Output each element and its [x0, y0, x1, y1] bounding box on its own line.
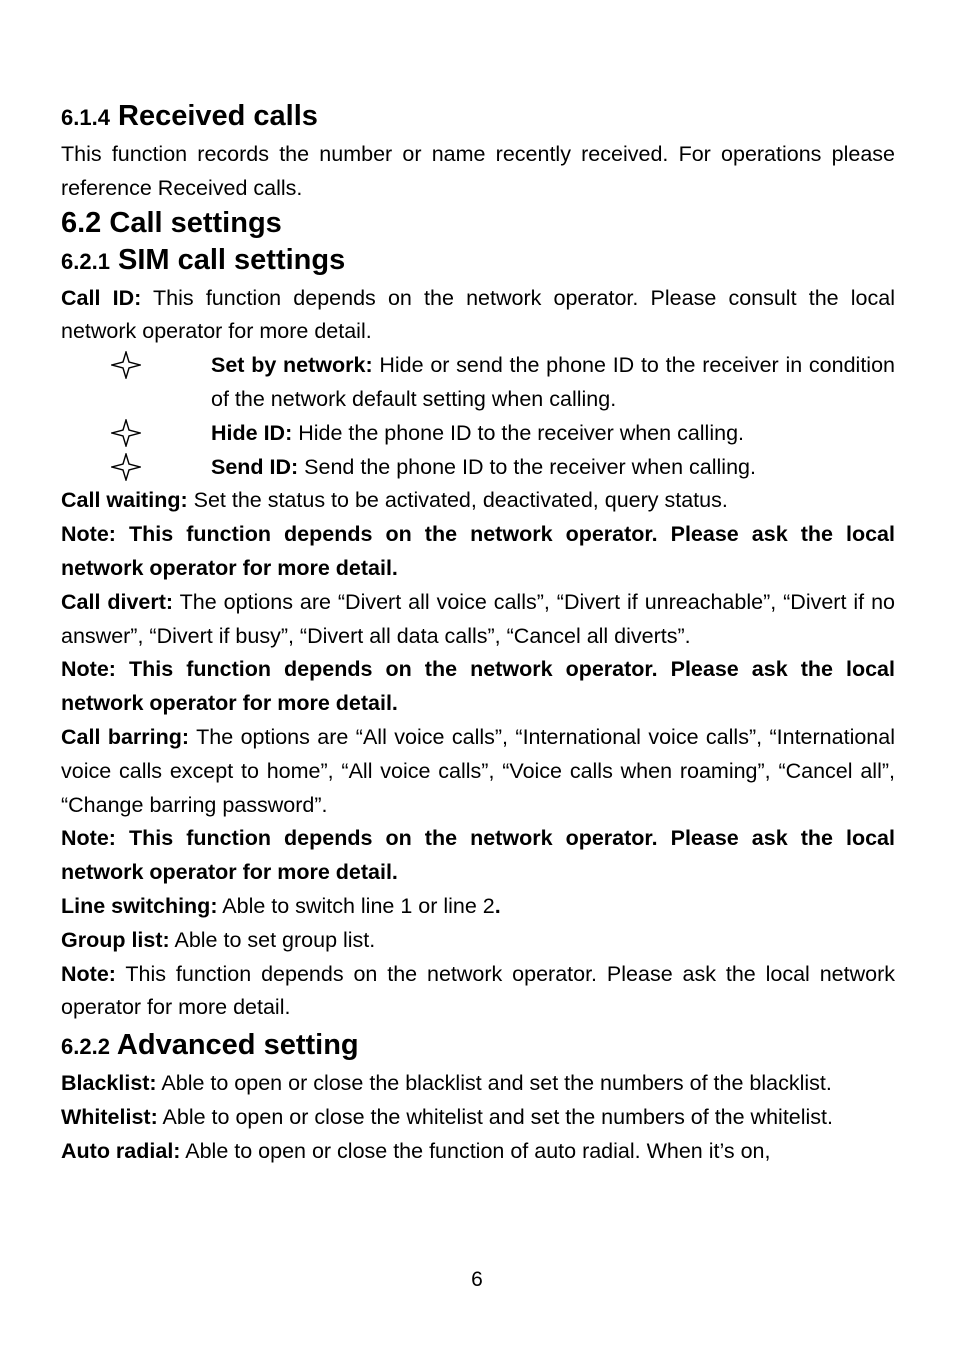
- line-switching-paragraph: [61, 890, 895, 924]
- call-waiting-label: Call waiting:: [61, 488, 188, 513]
- section-number: 6.2.1: [61, 248, 110, 274]
- call-id-label: Call ID:: [61, 285, 142, 310]
- call-divert-label: Call divert:: [61, 589, 174, 614]
- line-switching-label: Line switching:: [61, 893, 218, 918]
- group-list-paragraph: [61, 924, 895, 958]
- call-id-text: This function depends on the network operator. Please consult the local network operator for more detail.: [61, 285, 895, 344]
- line-switching-period: .: [494, 893, 501, 918]
- bullet-label: Hide ID:: [211, 420, 293, 445]
- call-id-paragraph: [61, 282, 895, 350]
- auto-radial-paragraph: [61, 1135, 895, 1169]
- group-list-text: Able to set group list.: [169, 927, 376, 952]
- whitelist-paragraph: [61, 1101, 895, 1135]
- section-title: SIM call settings: [118, 243, 346, 276]
- section-title: Received calls: [118, 100, 318, 132]
- auto-radial-label: Auto radial:: [61, 1138, 181, 1163]
- call-divert-paragraph: [61, 586, 895, 654]
- call-barring-paragraph: [61, 721, 895, 822]
- section-title: Advanced setting: [116, 1029, 359, 1062]
- bullet-text: Send the phone ID to the receiver when calling.: [298, 454, 756, 479]
- blacklist-text: Able to open or close the blacklist and set the numbers of the blacklist.: [156, 1071, 832, 1096]
- four-point-star-outline-icon: [111, 351, 141, 379]
- four-point-star-outline-icon: [111, 453, 141, 481]
- bullet-text: Hide or send the phone ID to the receiver in condition of the network default setting when calling.: [211, 353, 895, 411]
- received-calls-paragraph: This function records the number or name recently received. For operations please reference Received calls.: [61, 142, 895, 200]
- call-barring-label: Call barring:: [61, 724, 190, 749]
- bullet-text: Hide the phone ID to the receiver when calling.: [292, 420, 744, 445]
- note-network-operator: Note: This function depends on the network operator. Please ask the local network operator for more detail.: [61, 657, 895, 716]
- note-plain-paragraph: [61, 958, 895, 1026]
- bullet-label: Set by network:: [211, 353, 373, 378]
- bullet-hide-id: [111, 417, 895, 451]
- section-number: 6.1.4: [61, 105, 110, 130]
- call-waiting-paragraph: [61, 484, 895, 518]
- bullet-label: Send ID:: [211, 454, 299, 479]
- bullet-send-id: [111, 451, 895, 485]
- bullet-set-by-network: [111, 349, 895, 417]
- call-divert-text: The options are “Divert all voice calls”, “Divert if unreachable”, “Divert if no answer”, “Divert if busy”, “Divert all data calls”, “Cancel all diverts”.: [61, 589, 895, 648]
- line-switching-text: Able to switch line 1 or line 2: [217, 893, 495, 918]
- note-text: This function depends on the network operator. Please ask the local network operator for more detail.: [61, 961, 895, 1020]
- group-list-label: Group list:: [61, 927, 170, 952]
- section-heading-6-2-2: [61, 1025, 895, 1067]
- whitelist-label: Whitelist:: [61, 1104, 158, 1129]
- four-point-star-outline-icon: [111, 419, 141, 447]
- note-network-operator: Note: This function depends on the network operator. Please ask the local network operator for more detail.: [61, 826, 895, 885]
- whitelist-text: Able to open or close the whitelist and set the numbers of the whitelist.: [157, 1104, 833, 1129]
- section-heading-6-1-4: [61, 96, 895, 138]
- note-label: Note:: [61, 961, 116, 986]
- call-barring-text: The options are “All voice calls”, “International voice calls”, “International voice calls except to home”, “All voice calls”, “Voice calls when roaming”, “Cancel all”, “Change barring password”.: [61, 724, 895, 817]
- blacklist-paragraph: [61, 1067, 895, 1101]
- blacklist-label: Blacklist:: [61, 1071, 157, 1096]
- call-waiting-text: Set the status to be activated, deactivated, query status.: [187, 488, 728, 513]
- section-heading-6-2-1: [61, 240, 895, 282]
- manual-page-content: [61, 96, 895, 1169]
- auto-radial-text: Able to open or close the function of auto radial. When it’s on,: [180, 1138, 771, 1163]
- section-number: 6.2.2: [61, 1034, 110, 1060]
- page-number: 6: [471, 1268, 483, 1291]
- note-network-operator: Note: This function depends on the network operator. Please ask the local network operator for more detail.: [61, 522, 895, 580]
- section-heading-6-2: 6.2 Call settings: [61, 206, 282, 239]
